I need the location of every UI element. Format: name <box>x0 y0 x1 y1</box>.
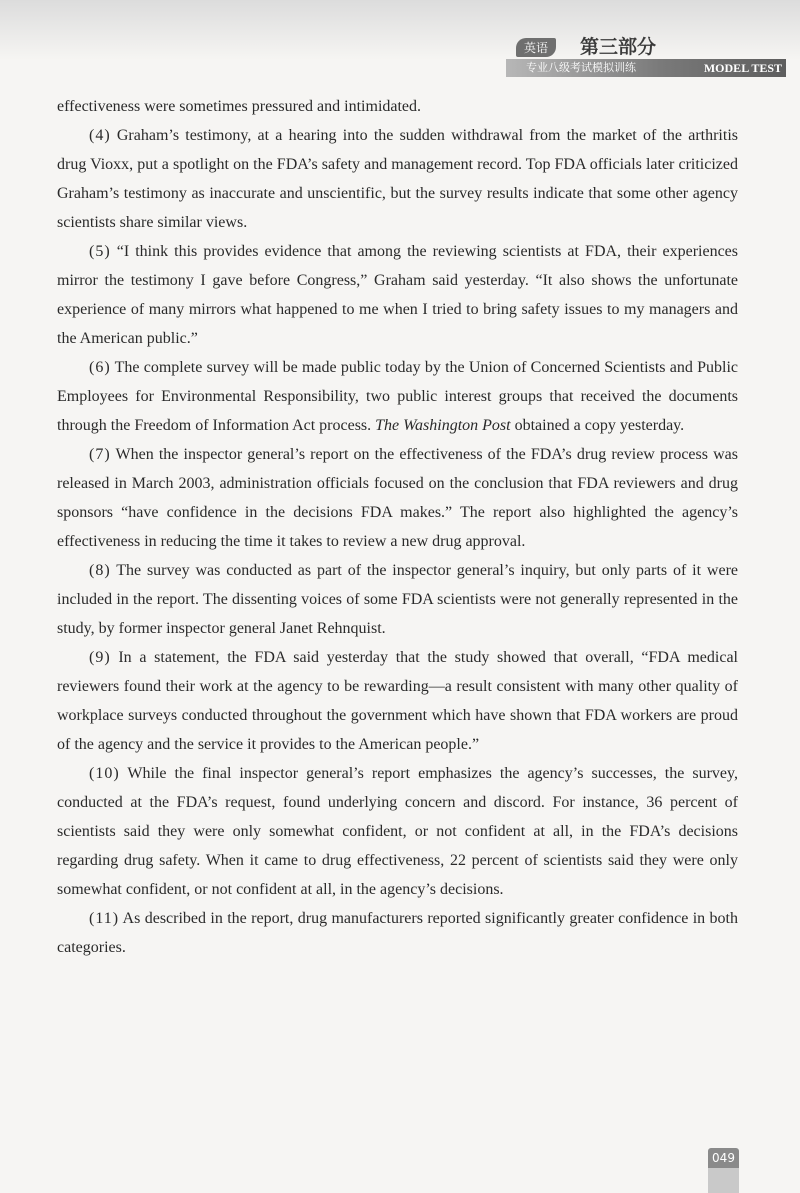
paragraph-10 <box>57 759 738 904</box>
paragraph-text: “I think this provides evidence that among the reviewing scientists at FDA, their experiences mirror the testimony I gave before Congress,” Graham said yesterday. “It also shows the unfortunate experience of many mirrors what happened to me when I tried to bring safety issues to my managers and the American public.” <box>57 243 738 347</box>
paragraph-number: (4) <box>89 127 111 144</box>
paragraph-text-tail: obtained a copy yesterday. <box>510 417 685 434</box>
paragraph-number: (10) <box>89 765 120 782</box>
paragraph-number: (6) <box>89 359 111 376</box>
paragraph-8 <box>57 556 738 643</box>
part-title: 第三部分 <box>580 36 657 58</box>
paragraph-6 <box>57 353 738 440</box>
page-number: 049 <box>708 1148 739 1168</box>
header-bar <box>506 59 786 77</box>
paragraph-text: effectiveness were sometimes pressured and intimidated. <box>57 98 422 115</box>
page-header <box>506 34 786 80</box>
paragraph-number: (5) <box>89 243 111 260</box>
page-tab-strip <box>708 1168 739 1193</box>
body-text <box>57 92 738 962</box>
paragraph-9 <box>57 643 738 759</box>
paragraph-number: (9) <box>89 649 111 666</box>
paragraph-text: The complete survey will be made public today by the Union of Concerned Scientists and Public Employees for Environmental Responsibility, two public interest groups that received the documents through the Freedom of Information Act process. <box>57 359 738 434</box>
paragraph-number: (7) <box>89 446 111 463</box>
header-bar-chinese: 专业八级考试模拟训练 <box>526 61 636 74</box>
paragraph-text: Graham’s testimony, at a hearing into the sudden withdrawal from the market of the arthritis drug Vioxx, put a spotlight on the FDA’s safety and management record. Top FDA officials later criticized Graham’s testimony as inaccurate and unscientific, but the survey results indicate that some other agency scientists share similar views. <box>57 127 738 231</box>
paragraph-text: While the final inspector general’s report emphasizes the agency’s successes, the survey, conducted at the FDA’s request, found underlying concern and discord. For instance, 36 percent of scientists said they were only somewhat confident, or not confident at all, in the FDA’s decisions regarding drug safety. When it came to drug effectiveness, 22 percent of scientists said they were only somewhat confident, or not confident at all, in the agency’s decisions. <box>57 765 738 898</box>
paragraph-7 <box>57 440 738 556</box>
publication-title: The Washington Post <box>375 417 511 434</box>
header-bar-english: MODEL TEST <box>703 61 782 75</box>
paragraph-11 <box>57 904 738 962</box>
paragraph-text: As described in the report, drug manufacturers reported significantly greater confidence in both categories. <box>57 910 738 956</box>
paragraph-continued <box>57 92 738 121</box>
paragraph-number: (8) <box>89 562 111 579</box>
paragraph-text: When the inspector general’s report on the effectiveness of the FDA’s drug review process was released in March 2003, administration officials focused on the conclusion that FDA reviewers and drug sponsors “have confidence in the decisions FDA makes.” The report also highlighted the agency’s effectiveness in reducing the time it takes to review a new drug approval. <box>57 446 738 550</box>
paragraph-number: (11) <box>89 910 120 927</box>
paragraph-text: The survey was conducted as part of the inspector general’s inquiry, but only parts of it were included in the report. The dissenting voices of some FDA scientists were not generally represented in the study, by former inspector general Janet Rehnquist. <box>57 562 738 637</box>
paragraph-4 <box>57 121 738 237</box>
paragraph-5 <box>57 237 738 353</box>
language-badge: 英语 <box>516 38 556 57</box>
paragraph-text: In a statement, the FDA said yesterday that the study showed that overall, “FDA medical reviewers found their work at the agency to be rewarding—a result consistent with many other quality of workplace surveys conducted throughout the government which have shown that FDA workers are proud of the agency and the service it provides to the American people.” <box>57 649 738 753</box>
